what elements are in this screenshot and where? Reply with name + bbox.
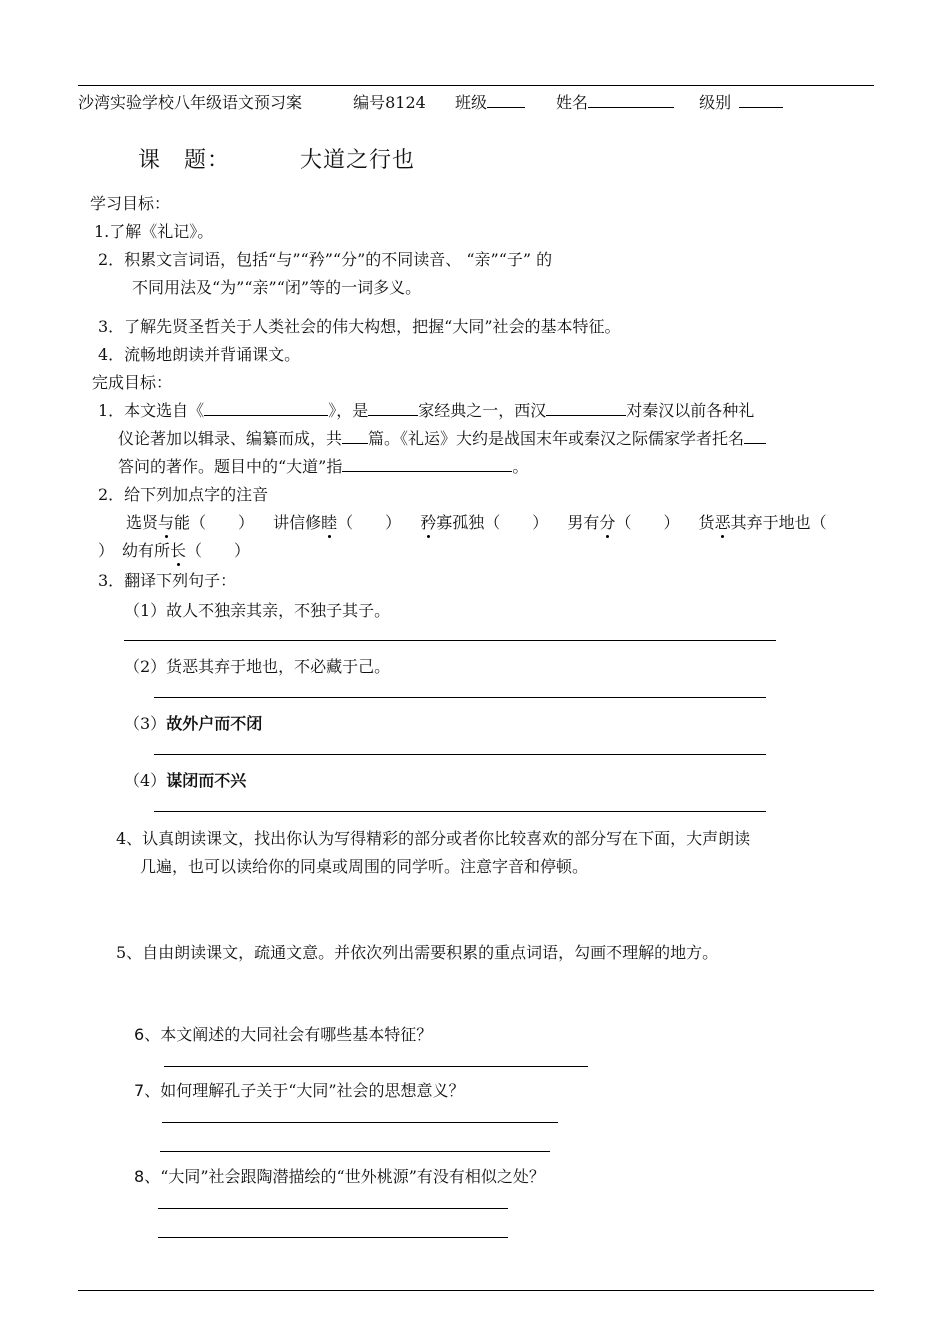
header-bar — [78, 90, 783, 113]
dotted-char: 长 — [170, 541, 187, 560]
answer-line-4[interactable] — [154, 811, 766, 812]
objective-2-line1: 2．积累文言词语，包括“与”“矜”“分”的不同读音、 “亲”“子” 的 — [98, 250, 553, 269]
document-number: 编号8124 — [353, 93, 426, 112]
question-1-line2: 仪论著加以辑录、编纂而成，共 篇。《礼运》大约是战国末年或秦汉之际儒家学者托名 — [118, 426, 766, 449]
name-field[interactable] — [588, 90, 674, 108]
objective-3: 3．了解先贤圣哲关于人类社会的伟大构想，把握“大同”社会的基本特征。 — [98, 317, 621, 336]
dotted-char: 分 — [599, 513, 616, 532]
answer-line-7a[interactable] — [162, 1122, 558, 1123]
level-field[interactable] — [739, 90, 783, 108]
class-label: 班级 — [454, 93, 487, 112]
attributed-name-blank[interactable] — [744, 426, 766, 444]
page-title — [138, 143, 415, 174]
compiler-blank[interactable] — [546, 398, 626, 416]
question-2-words-line2: ） 幼有所长（ ） — [98, 541, 251, 560]
sentence-4: （4）谋闭而不兴 — [124, 771, 247, 790]
objective-1: 1.了解《礼记》。 — [94, 222, 214, 241]
dadao-meaning-blank[interactable] — [342, 454, 512, 472]
question-3-heading: 3．翻译下列句子： — [98, 571, 237, 590]
title-text: 大道之行也 — [300, 148, 416, 173]
objective-4: 4．流畅地朗读并背诵课文。 — [98, 345, 301, 364]
sentence-3: （3）故外户而不闭 — [124, 714, 263, 733]
answer-line-2[interactable] — [154, 697, 766, 698]
dotted-char: 睦 — [321, 513, 338, 532]
objectives-heading: 学习目标： — [90, 194, 171, 213]
header-top-rule — [78, 85, 874, 86]
source-book-blank[interactable] — [204, 398, 328, 416]
answer-line-8b[interactable] — [158, 1237, 508, 1238]
answer-line-7b[interactable] — [160, 1151, 550, 1152]
question-4-line1: 4、认真朗读课文，找出你认为写得精彩的部分或者你比较喜欢的部分写在下面，大声朗读 — [116, 829, 751, 848]
question-6: 6、本文阐述的大同社会有哪些基本特征？ — [134, 1025, 433, 1044]
school-name: 沙湾实验学校八年级语文预习案 — [78, 93, 303, 112]
sentence-1: （1）故人不独亲其亲，不独子其子。 — [124, 601, 391, 620]
objective-2-line2: 不同用法及“为”“亲”“闭”等的一词多义。 — [132, 278, 422, 297]
answer-line-1[interactable] — [124, 640, 776, 641]
level-label: 级别 — [699, 93, 732, 112]
chapter-count-blank[interactable] — [342, 426, 368, 444]
question-2-words: 选贤与能（ ） 讲信修睦（ ） 矜寡孤独（ ） 男有分（ ） 货恶其弃于地也（ — [126, 513, 827, 532]
question-1-line3: 答问的著作。题目中的“大道”指 。 — [118, 454, 528, 477]
school-blank[interactable] — [368, 398, 418, 416]
answer-line-3[interactable] — [154, 754, 766, 755]
question-5: 5、自由朗读课文，疏通文意。并依次列出需要积累的重点词语，勾画不理解的地方。 — [116, 943, 719, 962]
name-label: 姓名 — [556, 93, 589, 112]
question-7: 7、如何理解孔子关于“大同”社会的思想意义？ — [134, 1081, 465, 1100]
question-2-heading: 2．给下列加点字的注音 — [98, 485, 269, 504]
question-4-line2: 几遍，也可以读给你的同桌或周围的同学听。注意字音和停顿。 — [140, 857, 589, 876]
dotted-char: 与 — [158, 513, 175, 532]
sentence-2: （2）货恶其弃于地也，不必藏于己。 — [124, 657, 391, 676]
title-label: 课 题： — [138, 148, 231, 173]
question-1-line1: 1．本文选自《 》，是 家经典之一，西汉 对秦汉以前各种礼 — [98, 398, 754, 421]
dotted-char: 矜 — [420, 513, 437, 532]
question-8: 8、“大同”社会跟陶潜描绘的“世外桃源”有没有相似之处？ — [134, 1167, 545, 1186]
dotted-char: 恶 — [714, 513, 731, 532]
answer-line-8a[interactable] — [158, 1208, 508, 1209]
tasks-heading: 完成目标： — [92, 373, 173, 392]
answer-line-6[interactable] — [164, 1066, 588, 1067]
class-field[interactable] — [487, 90, 525, 108]
footer-rule — [78, 1290, 874, 1291]
